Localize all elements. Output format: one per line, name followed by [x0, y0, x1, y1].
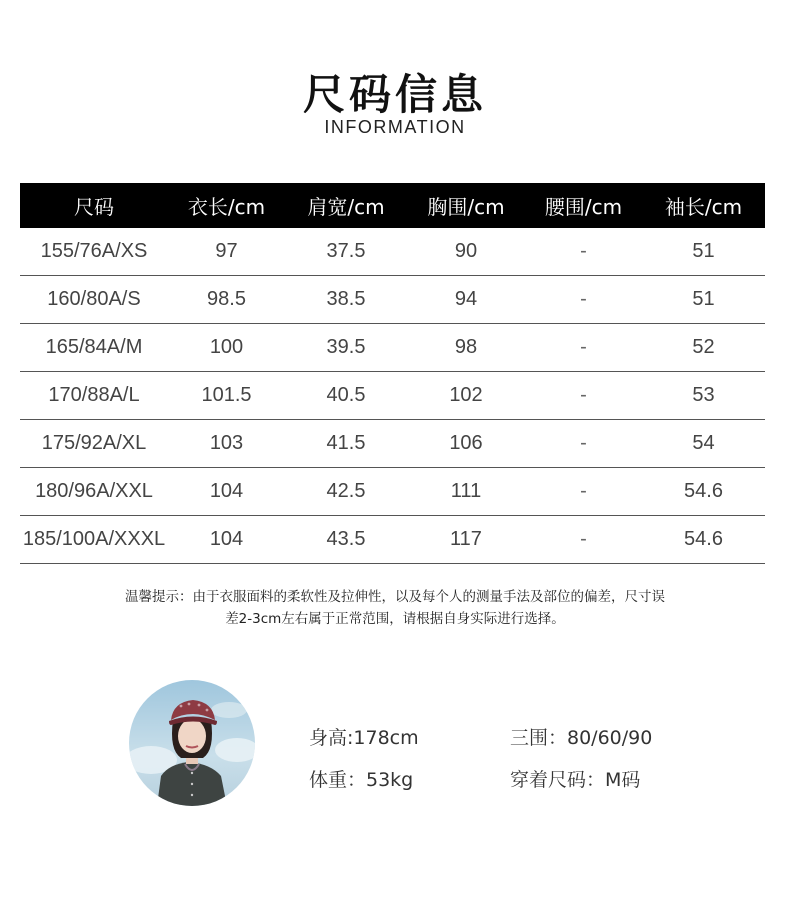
sleeve-cell: 54.6: [642, 516, 765, 564]
chest-cell: 102: [407, 372, 525, 420]
size-cell: 165/84A/M: [20, 324, 168, 372]
model-avatar: [129, 680, 255, 806]
column-header-length: 衣长/cm: [168, 183, 285, 228]
column-header-shoulder: 肩宽/cm: [285, 183, 407, 228]
chest-cell: 98: [407, 324, 525, 372]
waist-cell: -: [525, 372, 642, 420]
length-cell: 98.5: [168, 276, 285, 324]
sleeve-cell: 51: [642, 228, 765, 276]
chest-cell: 111: [407, 468, 525, 516]
size-cell: 170/88A/L: [20, 372, 168, 420]
model-weight: 体重：53kg: [309, 769, 414, 791]
sizing-tip-line-1: 温馨提示：由于衣服面料的柔软性及拉伸性，以及每个人的测量手法及部位的偏差，尺寸误: [125, 589, 665, 605]
table-header-row: [20, 183, 765, 228]
sizing-tip-line-2: 差2-3cm左右属于正常范围，请根据自身实际进行选择。: [225, 611, 565, 627]
waist-cell: -: [525, 276, 642, 324]
shoulder-cell: 38.5: [285, 276, 407, 324]
model-measurements: 三围：80/60/90: [510, 727, 653, 749]
length-cell: 100: [168, 324, 285, 372]
model-height: 身高:178cm: [309, 727, 419, 749]
shoulder-cell: 37.5: [285, 228, 407, 276]
model-size-worn: 穿着尺码：M码: [510, 769, 641, 791]
column-header-chest: 胸围/cm: [407, 183, 525, 228]
page-subtitle: INFORMATION: [324, 117, 466, 137]
sleeve-cell: 51: [642, 276, 765, 324]
table-row: [20, 324, 765, 372]
table-row: [20, 516, 765, 564]
size-cell: 175/92A/XL: [20, 420, 168, 468]
waist-cell: -: [525, 420, 642, 468]
shoulder-cell: 40.5: [285, 372, 407, 420]
chest-cell: 106: [407, 420, 525, 468]
length-cell: 104: [168, 468, 285, 516]
waist-cell: -: [525, 228, 642, 276]
table-row: [20, 276, 765, 324]
shoulder-cell: 43.5: [285, 516, 407, 564]
size-cell: 155/76A/XS: [20, 228, 168, 276]
chest-cell: 117: [407, 516, 525, 564]
size-cell: 160/80A/S: [20, 276, 168, 324]
shoulder-cell: 41.5: [285, 420, 407, 468]
waist-cell: -: [525, 516, 642, 564]
waist-cell: -: [525, 324, 642, 372]
table-row: [20, 228, 765, 276]
size-cell: 180/96A/XXL: [20, 468, 168, 516]
chest-cell: 90: [407, 228, 525, 276]
model-photo: [129, 680, 255, 806]
waist-cell: -: [525, 468, 642, 516]
table-row: [20, 372, 765, 420]
column-header-size: 尺码: [20, 183, 168, 228]
sleeve-cell: 54.6: [642, 468, 765, 516]
length-cell: 101.5: [168, 372, 285, 420]
column-header-waist: 腰围/cm: [525, 183, 642, 228]
length-cell: 104: [168, 516, 285, 564]
sleeve-cell: 53: [642, 372, 765, 420]
table-row: [20, 468, 765, 516]
page-title: 尺码信息: [302, 70, 487, 119]
size-cell: 185/100A/XXXL: [20, 516, 168, 564]
sizing-tip: [55, 586, 735, 630]
column-header-sleeve: 袖长/cm: [642, 183, 765, 228]
shoulder-cell: 42.5: [285, 468, 407, 516]
chest-cell: 94: [407, 276, 525, 324]
length-cell: 103: [168, 420, 285, 468]
length-cell: 97: [168, 228, 285, 276]
shoulder-cell: 39.5: [285, 324, 407, 372]
sleeve-cell: 52: [642, 324, 765, 372]
size-table: [20, 183, 765, 564]
table-row: [20, 420, 765, 468]
sleeve-cell: 54: [642, 420, 765, 468]
